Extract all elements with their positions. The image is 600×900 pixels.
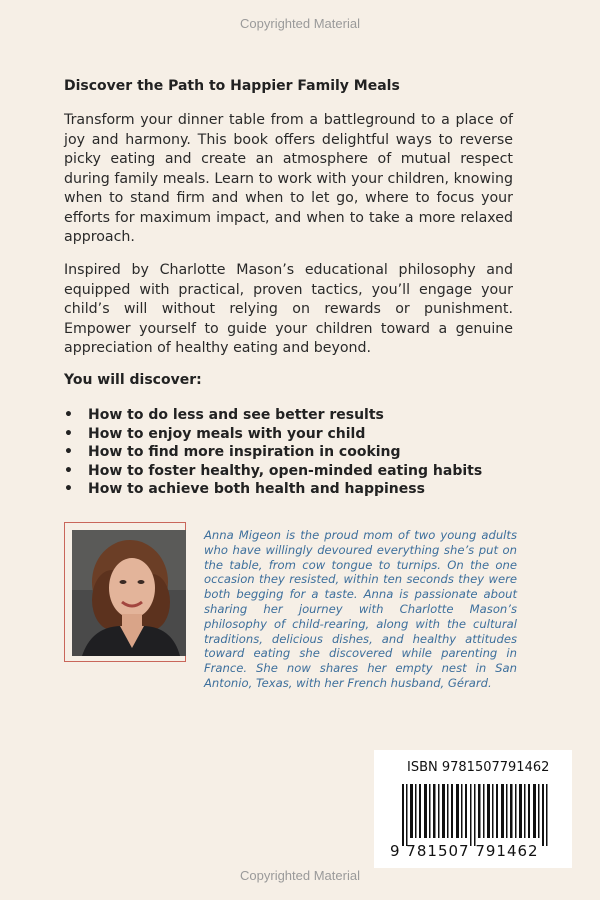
bullet-icon: • [64, 462, 73, 479]
description-paragraph-1: Transform your dinner table from a battleground to a place of joy and harmony. This book offers delightful ways to reverse picky eating and create an atmosphere of mutual respect during family meals. Learn to work with your children, knowing when to stand firm and when to let go, where to focus your efforts for maximum impact, and when to take a more relaxed approach. [64, 112, 513, 245]
barcode-icon [396, 784, 556, 846]
watermark-top: Copyrighted Material [240, 16, 360, 31]
bullet-icon: • [64, 481, 73, 498]
author-bio: Anna Migeon is the proud mom of two young adults who have willingly devoured everything she’s put on the table, from cow tongue to turnips. On the one occasion they resisted, within ten seconds they were both begging for a taste. Anna is passionate about sharing her journey with Charlotte Mason’s philosophy of child-rearing, along with the cultural traditions, delicious dishes, and healthy attitudes toward eating she discovered while parenting in France. She now shares her empty nest in San Antonio, Texas, with her French husband, Gérard. [204, 528, 517, 690]
bullet-icon: • [64, 407, 73, 423]
description-paragraph-2: Inspired by Charlotte Mason’s educational philosophy and equipped with practical, proven tactics, you’ll engage your child’s will without relying on rewards or punishment. Empower yourself to guide your children toward a genuine appreciation of healthy eating and beyond. [64, 262, 513, 356]
author-photo [72, 530, 186, 656]
back-cover-heading: Discover the Path to Happier Family Meals [64, 78, 400, 94]
barcode-box [374, 750, 572, 868]
list-item: • How to enjoy meals with your child [64, 425, 366, 442]
discover-heading: You will discover: [64, 372, 202, 388]
isbn-label: ISBN 9781507791462 [407, 760, 550, 775]
list-item: • How to achieve both health and happiness [64, 481, 425, 498]
benefits-list [64, 406, 482, 499]
watermark-bottom: Copyrighted Material [240, 868, 360, 883]
list-item: • How to foster healthy, open-minded eating habits [64, 462, 483, 479]
list-item: • How to find more inspiration in cooking [64, 444, 401, 461]
bullet-icon: • [64, 444, 73, 461]
list-item: • How to do less and see better results [64, 407, 384, 423]
barcode-digits: 9 781507 791462 [390, 842, 539, 860]
bullet-icon: • [64, 425, 73, 442]
